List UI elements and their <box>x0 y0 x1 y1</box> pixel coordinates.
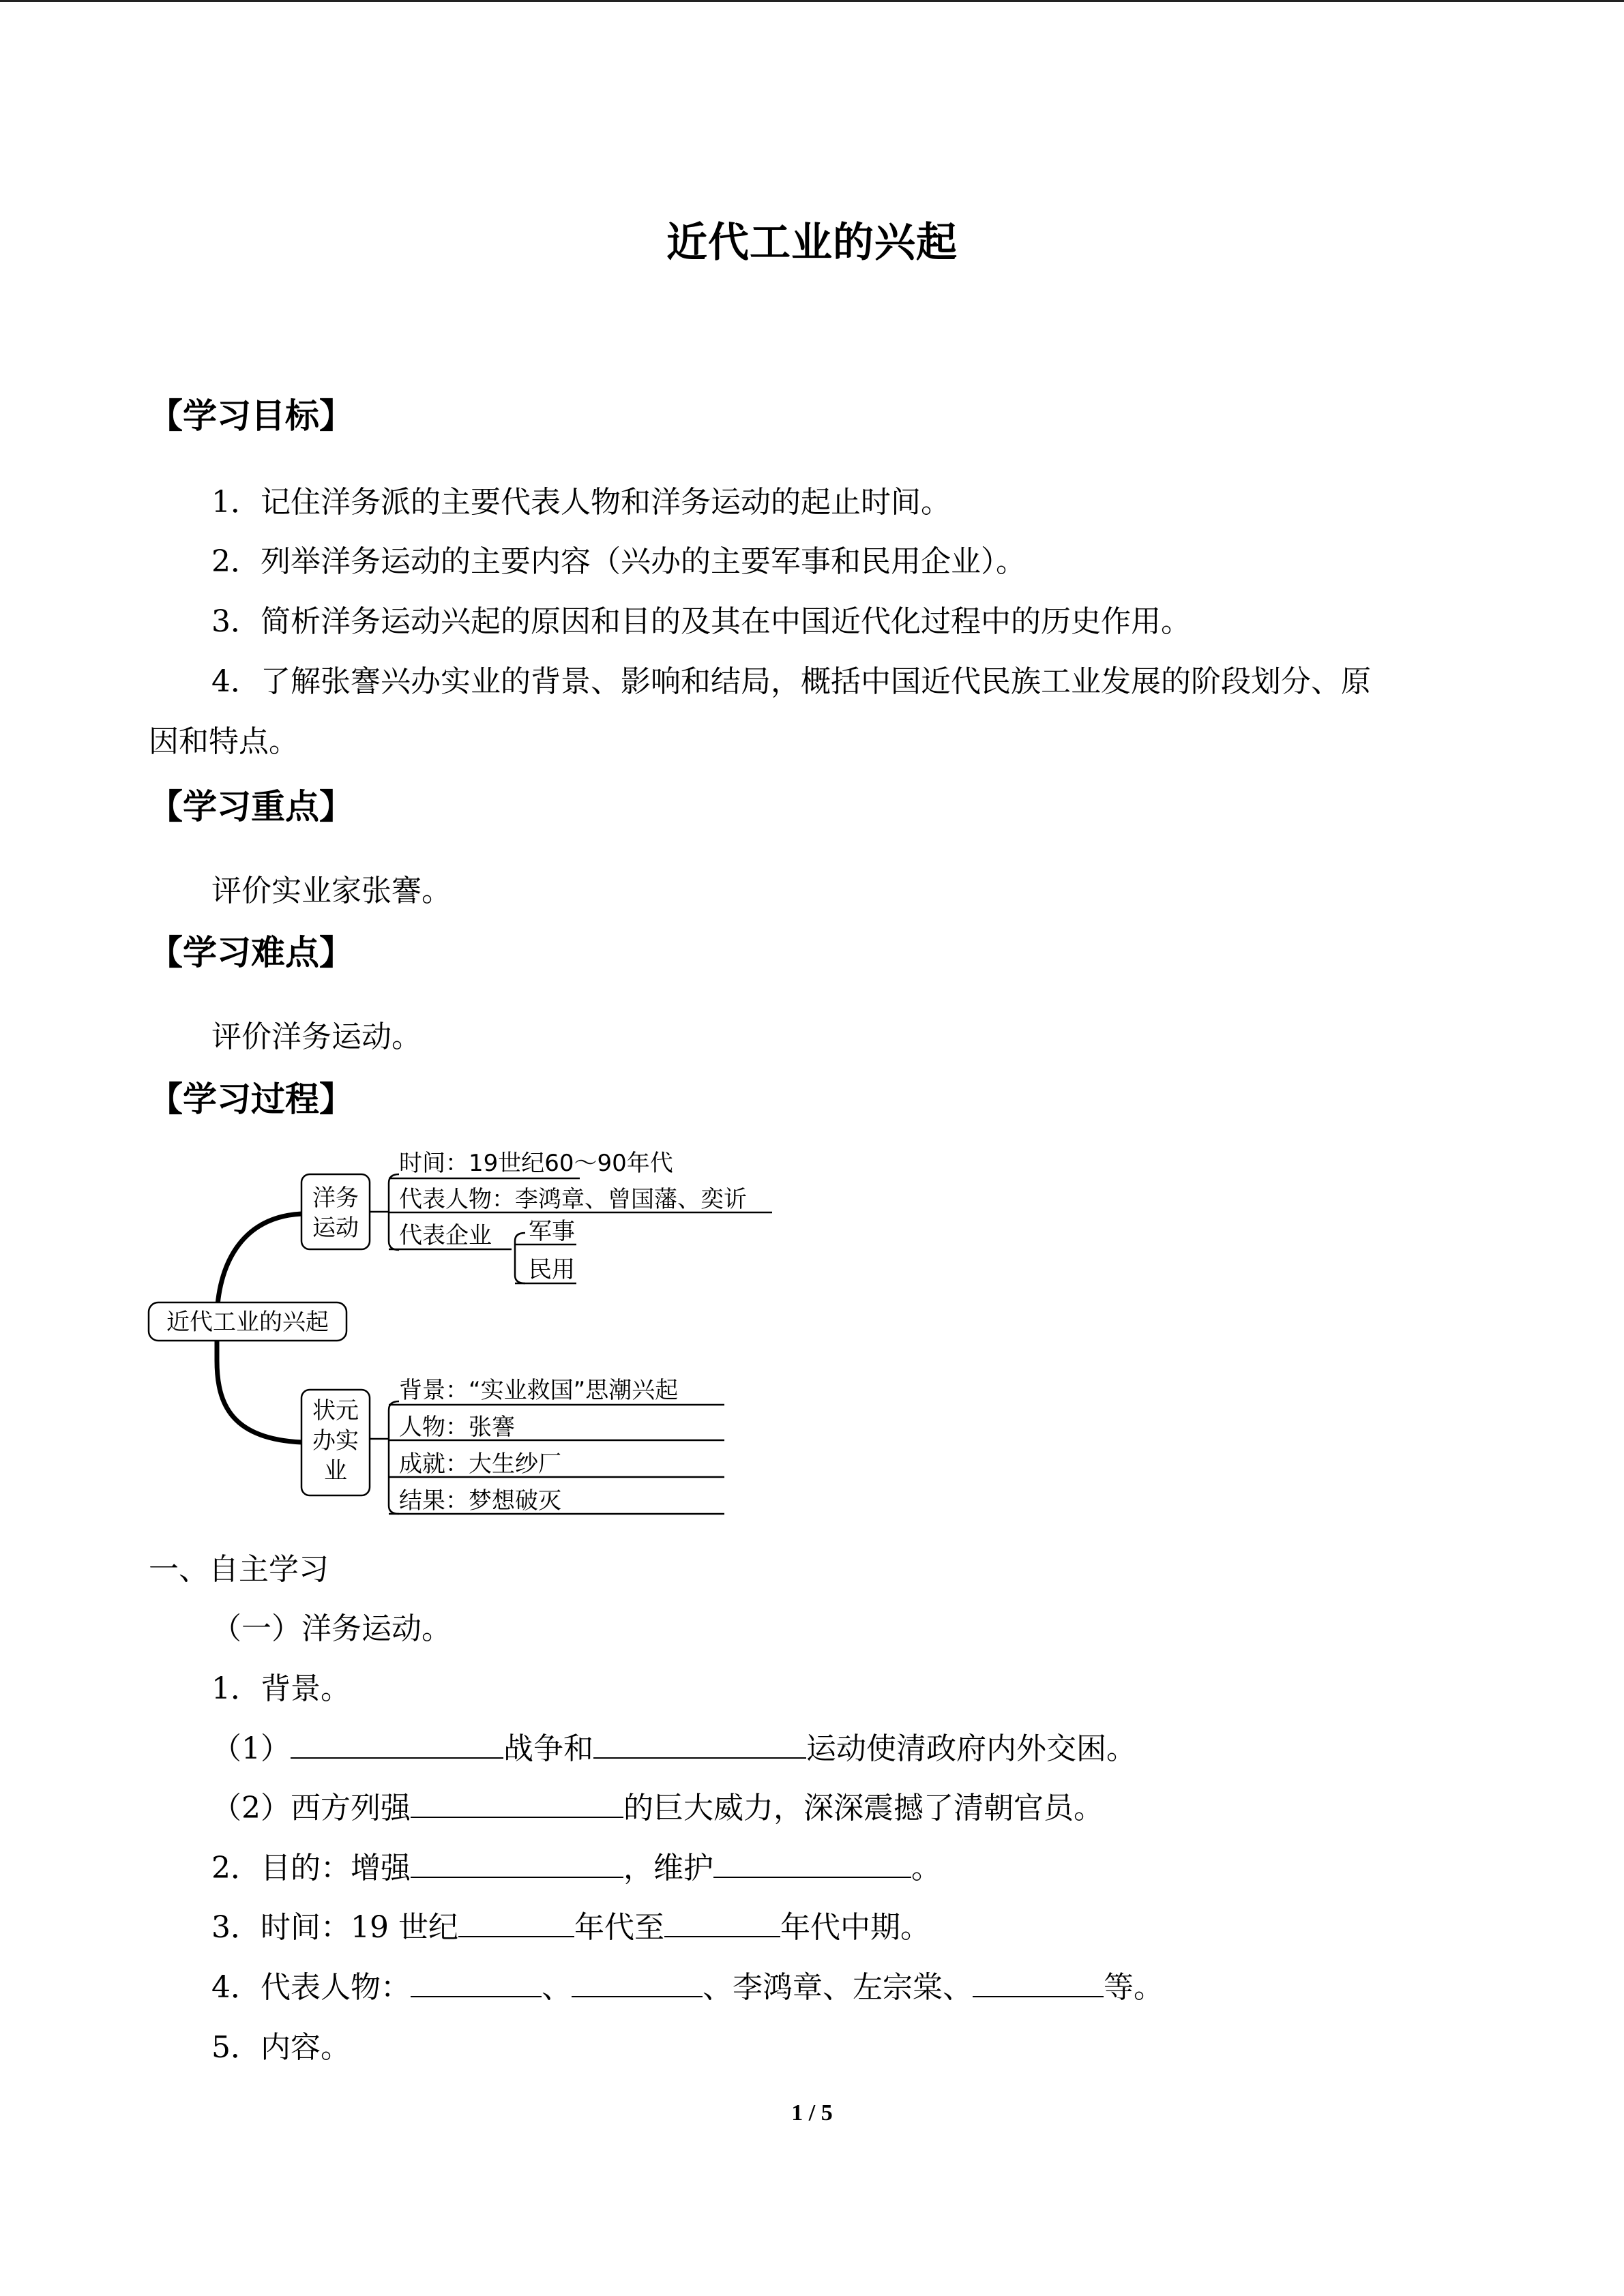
objective-item: 1．记住洋务派的主要代表人物和洋务运动的起止时间。 <box>211 485 951 520</box>
background-item-2: （2）西方列强 的巨大威力，深深震撼了清朝官员。 <box>211 1783 1104 1827</box>
branch1-military: 军事 <box>529 1218 575 1245</box>
blank-field[interactable] <box>973 1966 1104 1997</box>
heading-process: 【学习过程】 <box>149 1079 353 1119</box>
time-line: 3．时间：19 世纪 年代至 年代中期。 <box>211 1903 930 1946</box>
top-border <box>0 0 1624 2</box>
branch2-achievement: 成就：大生纱厂 <box>399 1450 561 1478</box>
people-line: 4．代表人物： 、 、李鸿章、左宗棠、 等。 <box>211 1963 1164 2006</box>
blank-field[interactable] <box>664 1906 780 1937</box>
difficulty-text: 评价洋务运动。 <box>211 1019 422 1054</box>
branch1-civil: 民用 <box>529 1256 575 1283</box>
blank-field[interactable] <box>411 1847 623 1878</box>
branch1-label-1: 洋务 <box>312 1184 359 1212</box>
blank-field[interactable] <box>713 1847 911 1878</box>
mind-map <box>143 1132 791 1527</box>
heading-objectives: 【学习目标】 <box>149 396 353 436</box>
objective-item: 2．列举洋务运动的主要内容（兴办的主要军事和民用企业）。 <box>211 544 1026 579</box>
root-label: 近代工业的兴起 <box>166 1309 329 1336</box>
branch1-enterprise: 代表企业 <box>399 1222 492 1249</box>
branch1-time: 时间：19世纪60～90年代 <box>399 1150 673 1177</box>
branch2-result: 结果：梦想破灭 <box>399 1487 561 1515</box>
branch2-person: 人物：张謇 <box>399 1414 515 1441</box>
study-heading: 一、自主学习 <box>149 1552 329 1587</box>
heading-difficulties: 【学习难点】 <box>149 933 353 972</box>
page-title: 近代工业的兴起 <box>666 219 958 267</box>
branch2-label-2: 办实 <box>312 1427 359 1455</box>
branch2-background: 背景：“实业救国”思潮兴起 <box>399 1377 679 1404</box>
heading-key-points: 【学习重点】 <box>149 787 353 826</box>
goal-line: 2．目的：增强 ，维护 。 <box>211 1843 941 1887</box>
blank-field[interactable] <box>291 1727 503 1759</box>
branch2-label-3: 业 <box>324 1457 347 1485</box>
branch1-label-2: 运动 <box>312 1214 359 1242</box>
blank-field[interactable] <box>593 1727 806 1759</box>
objective-item-cont: 因和特点。 <box>149 724 299 759</box>
blank-field[interactable] <box>411 1966 542 1997</box>
blank-field[interactable] <box>572 1966 703 1997</box>
background-label: 1．背景。 <box>211 1671 351 1706</box>
blank-field[interactable] <box>411 1787 623 1818</box>
blank-field[interactable] <box>458 1906 574 1937</box>
branch1-people: 代表人物：李鸿章、曾国藩、奕䜣 <box>399 1186 747 1213</box>
content-label: 5．内容。 <box>211 2030 351 2065</box>
key-point-text: 评价实业家张謇。 <box>211 874 452 908</box>
background-item-1: （1） 战争和 运动使清政府内外交困。 <box>211 1724 1136 1768</box>
study-subheading: （一）洋务运动。 <box>211 1611 452 1646</box>
page-number: 1 / 5 <box>791 2100 833 2126</box>
objective-item: 4．了解张謇兴办实业的背景、影响和结局，概括中国近代民族工业发展的阶段划分、原 <box>211 664 1371 699</box>
branch2-label-1: 状元 <box>312 1397 359 1425</box>
objective-item: 3．简析洋务运动兴起的原因和目的及其在中国近代化过程中的历史作用。 <box>211 604 1191 639</box>
